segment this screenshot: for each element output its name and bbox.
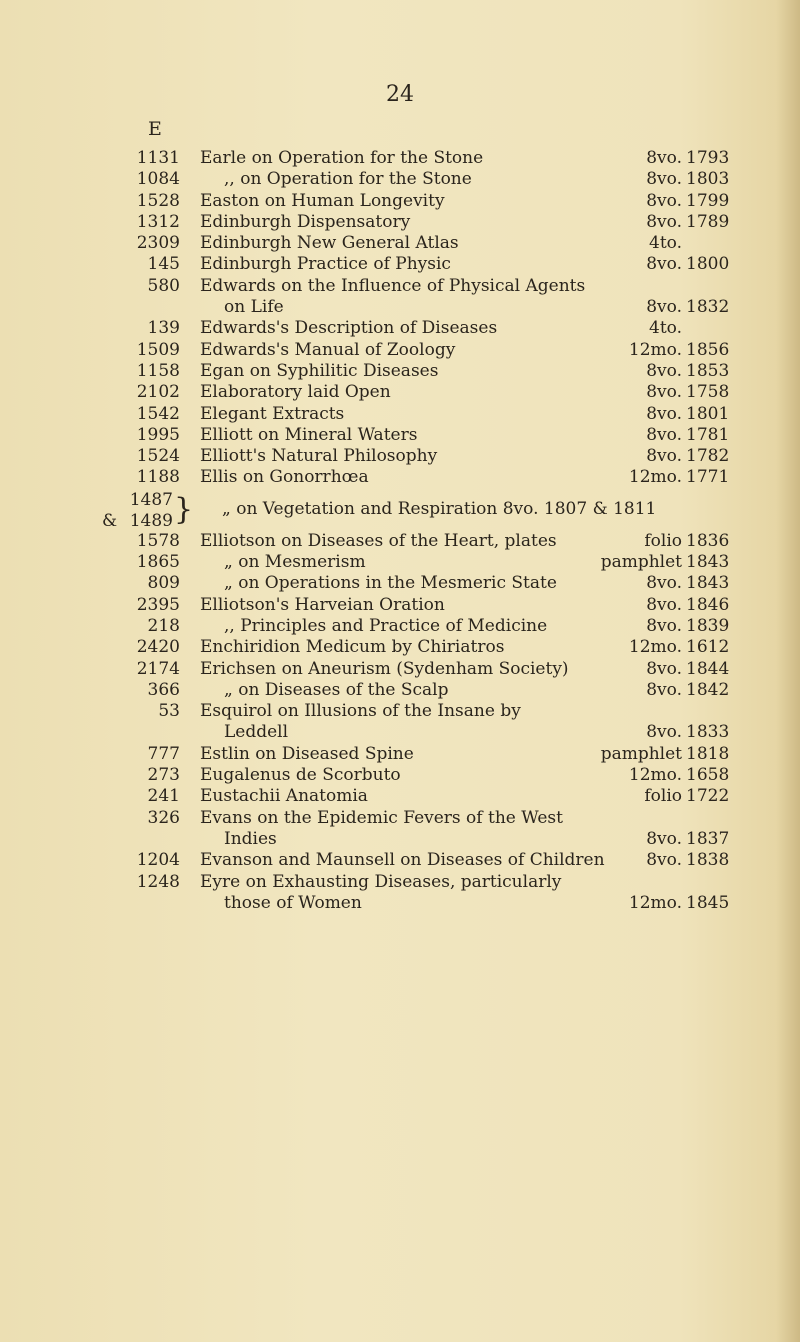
entry-line bbox=[0, 404, 800, 425]
catalogue-entry bbox=[0, 318, 800, 339]
entry-line bbox=[0, 233, 800, 254]
entry-number: 1865 bbox=[136, 552, 180, 573]
entry-title: Edwards's Manual of Zoology bbox=[200, 339, 456, 360]
entry-number: 273 bbox=[147, 765, 180, 786]
entry-format: pamphlet bbox=[600, 743, 682, 764]
entry-line bbox=[0, 893, 800, 914]
catalogue-entry bbox=[0, 361, 800, 382]
entry-number: 777 bbox=[147, 743, 180, 764]
entry-line bbox=[0, 659, 800, 680]
entry-format: 12mo. bbox=[628, 892, 682, 913]
entry-number-first: 1487 bbox=[129, 489, 173, 510]
entry-line bbox=[0, 595, 800, 616]
entry-line bbox=[0, 616, 800, 637]
entry-number: 1509 bbox=[136, 339, 180, 360]
entry-line bbox=[0, 361, 800, 382]
entry-line bbox=[0, 552, 800, 573]
catalogue-entry bbox=[0, 340, 800, 361]
entry-number: 580 bbox=[147, 275, 180, 296]
entry-line bbox=[0, 531, 800, 552]
entry-line bbox=[0, 169, 800, 190]
entry-title: Edinburgh Practice of Physic bbox=[200, 254, 451, 275]
entry-year: 1843 bbox=[686, 573, 730, 594]
entry-year: 1612 bbox=[686, 637, 730, 658]
entry-year: 1789 bbox=[686, 211, 730, 232]
entry-format: 12mo. bbox=[628, 637, 682, 658]
entry-line bbox=[0, 786, 800, 807]
entry-title: Estlin on Diseased Spine bbox=[200, 743, 414, 764]
entry-list-2 bbox=[0, 531, 800, 914]
entry-year: 1799 bbox=[686, 190, 730, 211]
catalogue-entry bbox=[0, 276, 800, 319]
entry-number: 326 bbox=[147, 807, 180, 828]
entry-format: folio bbox=[644, 786, 682, 807]
right-brace-icon: } bbox=[174, 491, 194, 527]
entry-line bbox=[0, 446, 800, 467]
catalogue-entry bbox=[0, 404, 800, 425]
entry-line bbox=[0, 254, 800, 275]
entry-number: 2420 bbox=[136, 637, 180, 658]
entry-year: 1818 bbox=[686, 743, 730, 764]
catalogue-entry bbox=[0, 744, 800, 765]
entry-format: 8vo. bbox=[646, 679, 682, 700]
catalogue-entry bbox=[0, 808, 800, 851]
catalogue-entry bbox=[0, 786, 800, 807]
section-letter: E bbox=[148, 118, 162, 140]
catalogue-entry bbox=[0, 765, 800, 786]
entry-year: 1800 bbox=[686, 254, 730, 275]
entry-title: Egan on Syphilitic Diseases bbox=[200, 360, 439, 381]
entry-number: 1248 bbox=[136, 871, 180, 892]
entry-format: 8vo. bbox=[646, 658, 682, 679]
entry-format: 8vo. bbox=[646, 382, 682, 403]
entry-title: Indies bbox=[224, 828, 277, 849]
catalogue-entry bbox=[0, 425, 800, 446]
entry-year: 1833 bbox=[686, 722, 730, 743]
entry-line bbox=[0, 829, 800, 850]
entry-line bbox=[0, 680, 800, 701]
entry-title: „ on Mesmerism bbox=[224, 552, 366, 573]
page-number: 24 bbox=[386, 82, 414, 107]
entry-format: 4to. bbox=[649, 318, 682, 339]
entry-format: 8vo. bbox=[646, 850, 682, 871]
entry-line bbox=[0, 425, 800, 446]
entry-title: ,, Principles and Practice of Medicine bbox=[224, 615, 548, 636]
entry-number: 1131 bbox=[136, 148, 180, 168]
entry-line bbox=[0, 701, 800, 722]
entry-year: 1832 bbox=[686, 297, 730, 318]
catalogue-entry bbox=[0, 616, 800, 637]
entry-title: „ on Operations in the Mesmeric State bbox=[224, 573, 557, 594]
entry-line bbox=[0, 765, 800, 786]
catalogue-entry bbox=[0, 552, 800, 573]
paired-entry bbox=[0, 489, 800, 531]
entry-title: Evans on the Epidemic Fevers of the West bbox=[200, 807, 563, 828]
catalogue-entry bbox=[0, 191, 800, 212]
catalogue-entry bbox=[0, 212, 800, 233]
entry-year: 1803 bbox=[686, 169, 730, 190]
entry-format: 12mo. bbox=[628, 765, 682, 786]
entry-line bbox=[0, 340, 800, 361]
entry-title: Eyre on Exhausting Diseases, particularly bbox=[200, 871, 562, 892]
entry-title: Eustachii Anatomia bbox=[200, 786, 368, 807]
entry-number: 1524 bbox=[136, 446, 180, 467]
catalogue-entry bbox=[0, 659, 800, 680]
catalogue-entry bbox=[0, 254, 800, 275]
catalogue-entry bbox=[0, 680, 800, 701]
entry-year: 1856 bbox=[686, 339, 730, 360]
entry-number: 809 bbox=[147, 573, 180, 594]
entry-line bbox=[0, 467, 800, 488]
entry-year: 1839 bbox=[686, 615, 730, 636]
entry-number: 1995 bbox=[136, 424, 180, 445]
entry-title: ,, on Operation for the Stone bbox=[224, 169, 472, 190]
entry-title: Evanson and Maunsell on Diseases of Children bbox=[200, 850, 605, 871]
catalogue-entry bbox=[0, 850, 800, 871]
entry-title: „ on Vegetation and Respiration 8vo. 1807 & 1811 bbox=[222, 498, 657, 519]
entry-format: 8vo. bbox=[646, 211, 682, 232]
entry-year: 1838 bbox=[686, 850, 730, 871]
entry-number: 1084 bbox=[136, 169, 180, 190]
entry-format: 8vo. bbox=[646, 594, 682, 615]
entry-year: 1843 bbox=[686, 552, 730, 573]
entry-format: 8vo. bbox=[646, 360, 682, 381]
entry-format: 8vo. bbox=[646, 828, 682, 849]
entry-line bbox=[0, 722, 800, 743]
entry-line bbox=[0, 276, 800, 297]
entry-number: 139 bbox=[147, 318, 180, 339]
entry-number: 1158 bbox=[136, 360, 180, 381]
entry-line bbox=[0, 637, 800, 658]
entry-line bbox=[0, 382, 800, 403]
catalogue-entry bbox=[0, 148, 800, 169]
entry-title: Edinburgh Dispensatory bbox=[200, 211, 411, 232]
entry-year: 1846 bbox=[686, 594, 730, 615]
entry-year: 1844 bbox=[686, 658, 730, 679]
entry-title: Elaboratory laid Open bbox=[200, 382, 391, 403]
entry-title: those of Women bbox=[224, 892, 362, 913]
entry-year: 1793 bbox=[686, 148, 730, 168]
entry-title: Esquirol on Illusions of the Insane by bbox=[200, 701, 521, 722]
entry-year: 1771 bbox=[686, 467, 730, 488]
entry-line bbox=[0, 744, 800, 765]
entry-format: 8vo. bbox=[646, 722, 682, 743]
entry-format: 8vo. bbox=[646, 297, 682, 318]
entry-year: 1853 bbox=[686, 360, 730, 381]
entry-year: 1658 bbox=[686, 765, 730, 786]
catalogue-entry bbox=[0, 382, 800, 403]
entry-number: 2174 bbox=[136, 658, 180, 679]
entry-year: 1836 bbox=[686, 530, 730, 551]
entry-line bbox=[0, 850, 800, 871]
entry-title: „ on Diseases of the Scalp bbox=[224, 679, 449, 700]
entry-year: 1801 bbox=[686, 403, 730, 424]
entry-format: 8vo. bbox=[646, 446, 682, 467]
entry-format: 8vo. bbox=[646, 424, 682, 445]
catalogue-entry bbox=[0, 637, 800, 658]
entry-title: Elliotson on Diseases of the Heart, plates bbox=[200, 530, 557, 551]
entry-title: on Life bbox=[224, 297, 284, 318]
entry-line bbox=[0, 872, 800, 893]
entry-format: 12mo. bbox=[628, 339, 682, 360]
entry-number: 2309 bbox=[136, 233, 180, 254]
entry-title: Elliott's Natural Philosophy bbox=[200, 446, 438, 467]
entry-format: folio bbox=[644, 530, 682, 551]
entry-title: Earle on Operation for the Stone bbox=[200, 148, 484, 168]
entry-title: Elliotson's Harveian Oration bbox=[200, 594, 445, 615]
entry-year: 1722 bbox=[686, 786, 730, 807]
catalogue-entry bbox=[0, 573, 800, 594]
entry-number: 1542 bbox=[136, 403, 180, 424]
catalogue-entry bbox=[0, 701, 800, 744]
entry-format: 8vo. bbox=[646, 190, 682, 211]
entry-number: 2395 bbox=[136, 594, 180, 615]
entry-year: 1781 bbox=[686, 424, 730, 445]
entry-format: 8vo. bbox=[646, 573, 682, 594]
entry-title: Eugalenus de Scorbuto bbox=[200, 765, 401, 786]
entry-title: Edinburgh New General Atlas bbox=[200, 233, 459, 254]
entry-list-1 bbox=[0, 148, 800, 489]
entry-title: Easton on Human Longevity bbox=[200, 190, 445, 211]
entry-number-second: 1489 bbox=[129, 510, 173, 531]
entry-title: Enchiridion Medicum by Chiriatros bbox=[200, 637, 505, 658]
entry-format: 8vo. bbox=[646, 148, 682, 168]
entry-number: 241 bbox=[147, 786, 180, 807]
entry-line bbox=[0, 212, 800, 233]
entry-format: pamphlet bbox=[600, 552, 682, 573]
entry-line bbox=[0, 148, 800, 169]
entry-number: 366 bbox=[147, 679, 180, 700]
entry-year: 1837 bbox=[686, 828, 730, 849]
entry-line bbox=[0, 573, 800, 594]
entry-year: 1758 bbox=[686, 382, 730, 403]
entry-title: Ellis on Gonorrhœa bbox=[200, 467, 369, 488]
entry-format: 8vo. bbox=[646, 169, 682, 190]
entry-format: 8vo. bbox=[646, 403, 682, 424]
entry-line bbox=[0, 191, 800, 212]
entry-number: 1188 bbox=[136, 467, 180, 488]
entry-format: 8vo. bbox=[646, 615, 682, 636]
entry-year: 1782 bbox=[686, 446, 730, 467]
catalogue-entry bbox=[0, 467, 800, 488]
entry-number: 145 bbox=[147, 254, 180, 275]
entry-title: Elliott on Mineral Waters bbox=[200, 424, 418, 445]
catalogue-entry bbox=[0, 531, 800, 552]
entry-format: 4to. bbox=[649, 233, 682, 254]
entry-number: 1578 bbox=[136, 530, 180, 551]
catalogue-entry bbox=[0, 446, 800, 467]
ampersand: & bbox=[102, 510, 118, 531]
entry-format: 12mo. bbox=[628, 467, 682, 488]
entry-title: Leddell bbox=[224, 722, 289, 743]
entry-number: 2102 bbox=[136, 382, 180, 403]
entry-number: 53 bbox=[158, 701, 180, 722]
entry-line bbox=[0, 808, 800, 829]
catalogue-entry bbox=[0, 595, 800, 616]
catalogue-entry bbox=[0, 233, 800, 254]
entry-number: 218 bbox=[147, 615, 180, 636]
entry-number: 1204 bbox=[136, 850, 180, 871]
entry-number: 1528 bbox=[136, 190, 180, 211]
entry-title: Edwards's Description of Diseases bbox=[200, 318, 498, 339]
entry-line bbox=[0, 297, 800, 318]
catalogue-entry bbox=[0, 872, 800, 915]
entry-number: 1312 bbox=[136, 211, 180, 232]
entry-title: Erichsen on Aneurism (Sydenham Society) bbox=[200, 658, 569, 679]
entry-title: Edwards on the Influence of Physical Agents bbox=[200, 275, 586, 296]
catalogue-entries bbox=[0, 148, 800, 914]
entry-format: 8vo. bbox=[646, 254, 682, 275]
entry-year: 1842 bbox=[686, 679, 730, 700]
entry-title: Elegant Extracts bbox=[200, 403, 345, 424]
catalogue-entry bbox=[0, 169, 800, 190]
entry-line bbox=[0, 318, 800, 339]
entry-year: 1845 bbox=[686, 892, 730, 913]
